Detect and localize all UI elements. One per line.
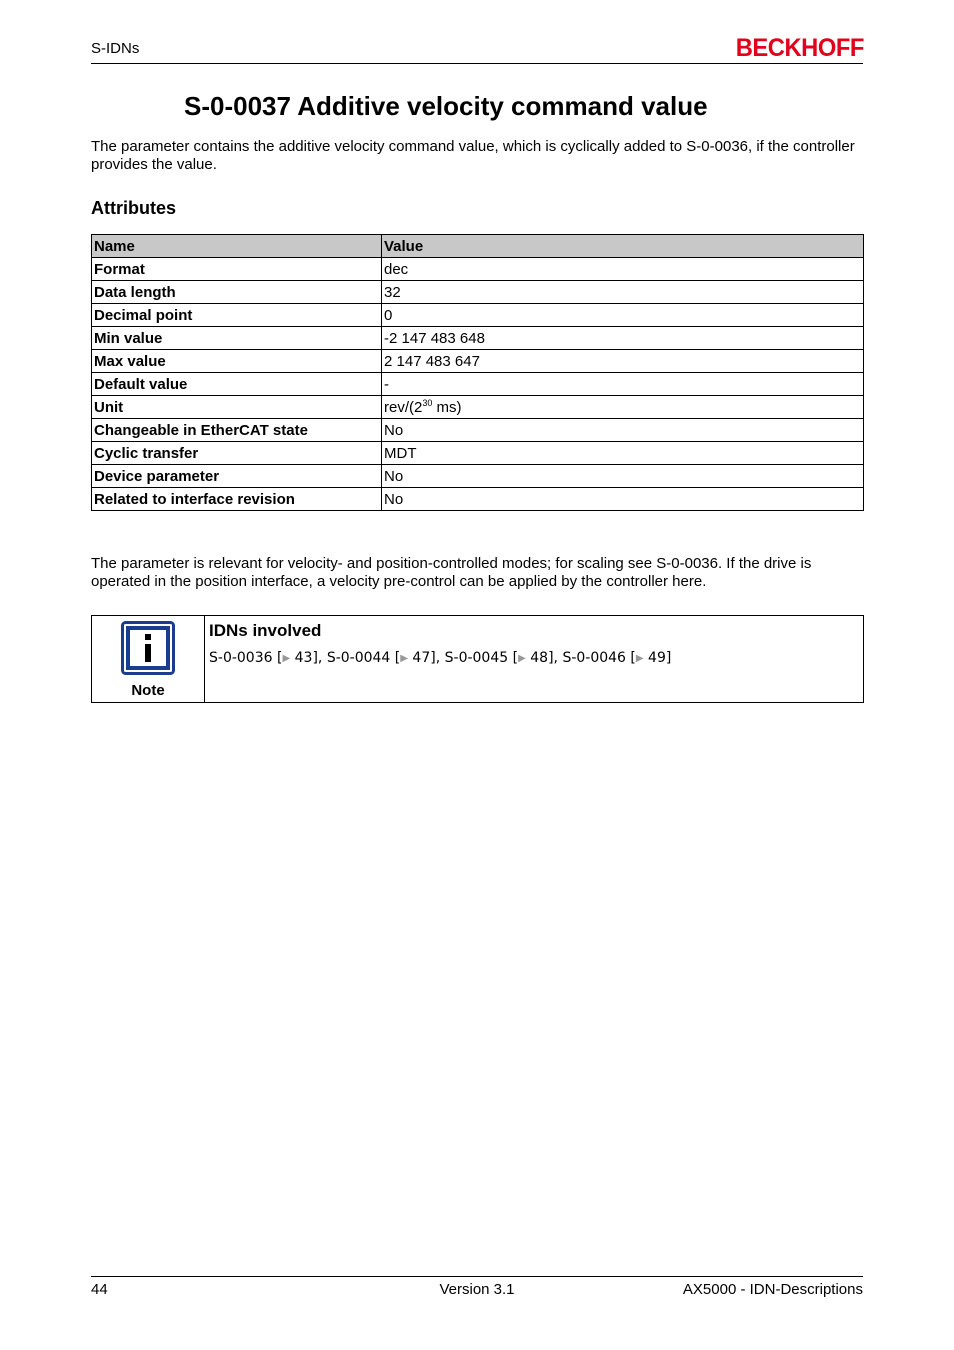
table-row <box>92 258 864 281</box>
attr-value: dec <box>382 258 864 281</box>
arrow-right-icon: ▶ <box>282 653 291 664</box>
idn-link[interactable]: S-0-0036 [▶ 43] <box>209 650 318 666</box>
attr-name: Max value <box>92 350 382 373</box>
note-icon-cell <box>92 616 205 702</box>
attr-value: MDT <box>382 442 864 465</box>
attr-name: Format <box>92 258 382 281</box>
attr-name: Related to interface revision <box>92 488 382 511</box>
intro-paragraph: The parameter contains the additive velocity command value, which is cyclically added to S-0-0036, if the controller provides the value. <box>91 138 855 173</box>
unit-prefix: rev/(2 <box>384 399 423 416</box>
idn-link[interactable]: S-0-0044 [▶ 47] <box>326 650 436 666</box>
page-ref: 49 <box>648 650 666 666</box>
attr-value: 0 <box>382 304 864 327</box>
attr-value: -2 147 483 648 <box>382 327 864 350</box>
attr-value: 2 147 483 647 <box>382 350 864 373</box>
table-row <box>92 373 864 396</box>
idn-link[interactable]: S-0-0045 [▶ 48] <box>444 650 554 666</box>
attributes-heading: Attributes <box>91 198 176 218</box>
idn-text: S-0-0046 <box>562 650 626 666</box>
attr-value: No <box>382 488 864 511</box>
arrow-right-icon: ▶ <box>400 653 408 664</box>
col-value-header: Value <box>382 235 864 258</box>
table-header-row <box>92 235 864 258</box>
idn-text: S-0-0045 <box>444 650 509 666</box>
attributes-table <box>91 234 864 511</box>
idn-text: S-0-0044 <box>326 650 391 666</box>
page-ref: 47 <box>412 650 431 666</box>
note-links: S-0-0036 [▶ 43], S-0-0044 [▶ 47], S-0-0045 [▶ 48], S-0-0046 [▶ 49] <box>209 650 672 666</box>
unit-exponent: 30 <box>422 398 433 408</box>
idn-link[interactable]: S-0-0046 [▶ 49] <box>562 650 672 666</box>
header-rule <box>91 63 863 64</box>
attr-value: 32 <box>382 281 864 304</box>
beckhoff-logo: BECKHOFF <box>735 34 864 62</box>
note-title: IDNs involved <box>209 621 322 640</box>
attr-value: No <box>382 465 864 488</box>
attr-value: - <box>382 373 864 396</box>
idn-text: S-0-0036 <box>209 650 273 666</box>
arrow-right-icon: ▶ <box>518 653 526 664</box>
attr-value-unit <box>382 396 864 419</box>
attr-name: Device parameter <box>92 465 382 488</box>
attr-name: Default value <box>92 373 382 396</box>
version-label: Version 3.1 <box>439 1281 515 1298</box>
table-row <box>92 304 864 327</box>
page-title: S-0-0037 Additive velocity command value <box>184 91 708 121</box>
header-section-label: S-IDNs <box>91 40 140 57</box>
relevance-paragraph: The parameter is relevant for velocity- and position-controlled modes; for scaling see S-0-0036. If the drive is operated in the position interface, a velocity pre-control can be applied by the controller here. <box>91 555 812 590</box>
unit-suffix: ms) <box>432 399 462 416</box>
page-ref: 48 <box>530 650 549 666</box>
page-ref: 43 <box>294 650 313 666</box>
table-row <box>92 488 864 511</box>
footer-rule <box>91 1276 863 1277</box>
col-name-header: Name <box>92 235 382 258</box>
note-box <box>91 615 864 703</box>
info-icon <box>121 621 175 675</box>
attr-name: Cyclic transfer <box>92 442 382 465</box>
table-row <box>92 350 864 373</box>
attr-name: Unit <box>92 396 382 419</box>
attr-value: No <box>382 419 864 442</box>
attr-name: Changeable in EtherCAT state <box>92 419 382 442</box>
attr-name: Min value <box>92 327 382 350</box>
attr-name: Data length <box>92 281 382 304</box>
document-title: AX5000 - IDN-Descriptions <box>682 1281 863 1298</box>
table-row <box>92 442 864 465</box>
note-label: Note <box>131 682 165 699</box>
table-row <box>92 419 864 442</box>
table-row <box>92 281 864 304</box>
arrow-right-icon: ▶ <box>635 653 644 664</box>
page-number: 44 <box>91 1281 108 1298</box>
table-row <box>92 327 864 350</box>
attr-name: Decimal point <box>92 304 382 327</box>
table-row <box>92 396 864 419</box>
table-row <box>92 465 864 488</box>
